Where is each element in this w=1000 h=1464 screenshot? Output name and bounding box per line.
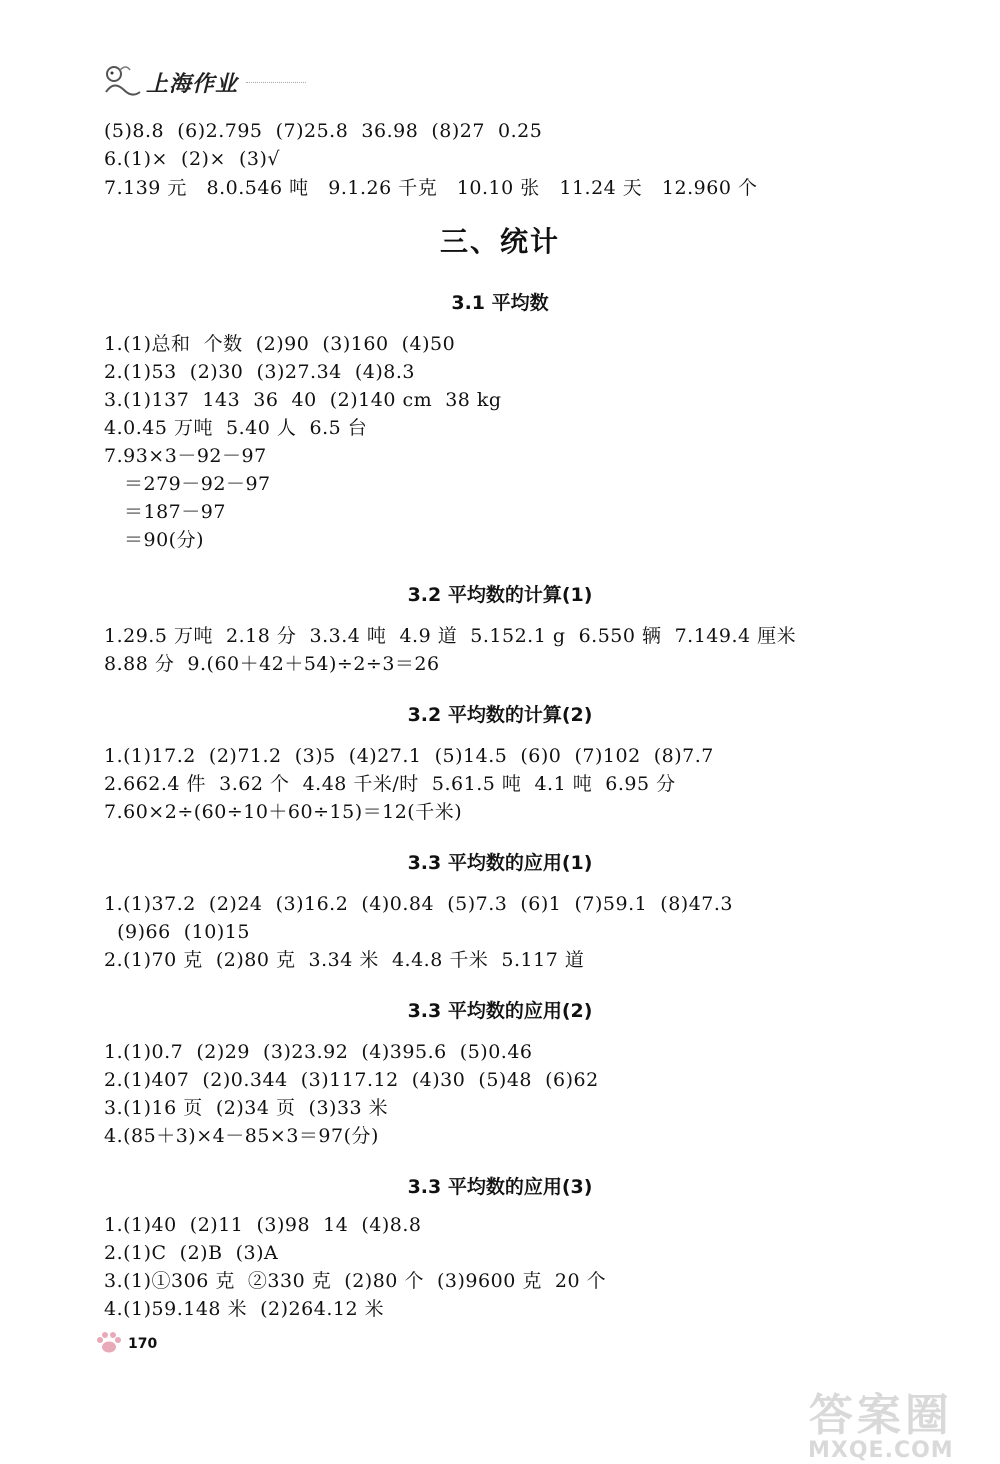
answer-line: 6.(1)× (2)× (3)√	[104, 148, 280, 170]
answer-line: 7.139 元 8.0.546 吨 9.1.26 千克 10.10 张 11.24 天 12.960 个	[104, 177, 758, 199]
answer-line: 2.(1)70 克 (2)80 克 3.34 米 4.4.8 千米 5.117 道	[104, 949, 585, 971]
answer-line: 7.93×3－92－97	[104, 445, 267, 467]
paw-icon	[94, 1330, 124, 1358]
answer-line: 1.(1)17.2 (2)71.2 (3)5 (4)27.1 (5)14.5 (6)0 (7)102 (8)7.7	[104, 745, 714, 767]
section-title: 3.3 平均数的应用(2)	[407, 1000, 593, 1022]
answer-line: 3.(1)137 143 36 40 (2)140 cm 38 kg	[104, 389, 502, 411]
watermark	[808, 1392, 954, 1462]
watermark-logo: 答案圈	[808, 1390, 953, 1441]
section-title: 3.2 平均数的计算(1)	[407, 584, 593, 606]
watermark-url: MXQE.COM	[808, 1438, 954, 1463]
answer-line: (9)66 (10)15	[104, 921, 250, 943]
answer-line: 2.(1)C (2)B (3)A	[104, 1242, 279, 1264]
page-number: 170	[128, 1336, 158, 1352]
chapter-title: 三、统计	[439, 225, 560, 258]
answer-line: 2.(1)53 (2)30 (3)27.34 (4)8.3	[104, 361, 415, 383]
page-footer	[94, 1330, 157, 1358]
answer-line: 1.(1)37.2 (2)24 (3)16.2 (4)0.84 (5)7.3 (6)1 (7)59.1 (8)47.3	[104, 893, 733, 915]
section-title: 3.3 平均数的应用(3)	[407, 1176, 593, 1198]
answer-line: 8.88 分 9.(60＋42＋54)÷2÷3＝26	[104, 653, 440, 675]
brand-title: 上海作业	[146, 71, 239, 97]
answer-line: 3.(1)①306 克 ②330 克 (2)80 个 (3)9600 克 20 个	[104, 1270, 607, 1292]
answer-line: 1.(1)0.7 (2)29 (3)23.92 (4)395.6 (5)0.46	[104, 1041, 533, 1063]
page-header	[100, 62, 306, 102]
answer-line: 3.(1)16 页 (2)34 页 (3)33 米	[104, 1097, 389, 1119]
answer-line: ＝279－92－97	[124, 473, 271, 495]
answer-line: 1.29.5 万吨 2.18 分 3.3.4 吨 4.9 道 5.152.1 g 6.550 辆 7.149.4 厘米	[104, 625, 797, 647]
section-title: 3.2 平均数的计算(2)	[407, 704, 593, 726]
answer-line: 4.(85＋3)×4－85×3＝97(分)	[104, 1125, 379, 1147]
answer-line: 7.60×2÷(60÷10＋60÷15)＝12(千米)	[104, 801, 463, 823]
mascot-icon	[100, 62, 144, 102]
answer-line: 2.662.4 件 3.62 个 4.48 千米/时 5.61.5 吨 4.1 吨 6.95 分	[104, 773, 676, 795]
answer-line: ＝90(分)	[124, 529, 205, 551]
section-title: 3.1 平均数	[451, 292, 549, 314]
answer-line: (5)8.8 (6)2.795 (7)25.8 36.98 (8)27 0.25	[104, 120, 543, 142]
answer-line: 1.(1)40 (2)11 (3)98 14 (4)8.8	[104, 1214, 422, 1236]
answer-line: 1.(1)总和 个数 (2)90 (3)160 (4)50	[104, 333, 456, 355]
header-divider	[246, 82, 306, 83]
answer-line: ＝187－97	[124, 501, 226, 523]
section-title: 3.3 平均数的应用(1)	[407, 852, 593, 874]
answer-line: 4.0.45 万吨 5.40 人 6.5 台	[104, 417, 368, 439]
answer-line: 4.(1)59.148 米 (2)264.12 米	[104, 1298, 385, 1320]
answer-line: 2.(1)407 (2)0.344 (3)117.12 (4)30 (5)48 (6)62	[104, 1069, 599, 1091]
